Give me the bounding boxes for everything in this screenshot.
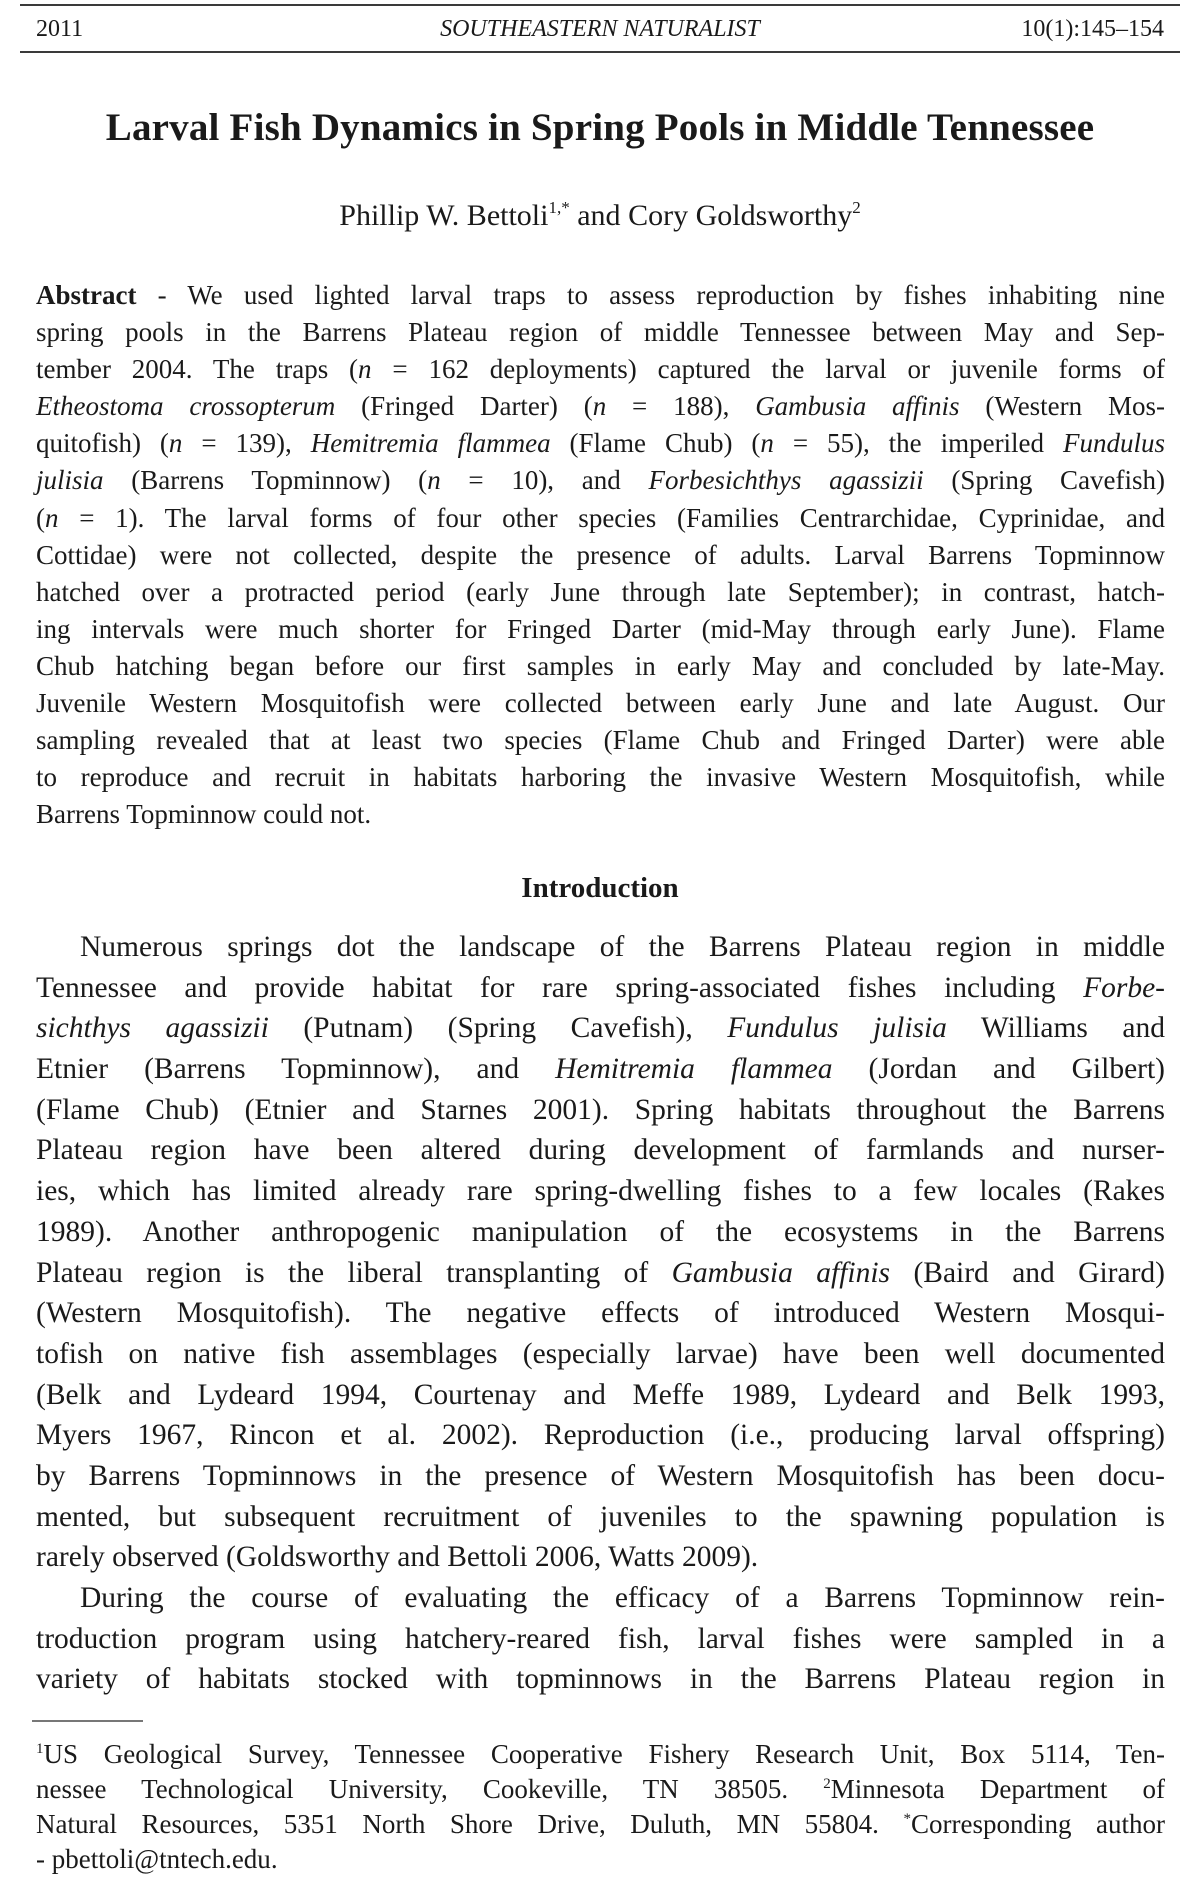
italic-term: n xyxy=(358,354,372,385)
paper-title: Larval Fish Dynamics in Spring Pools in Middle Tennessee xyxy=(105,106,1095,149)
header-rule-bottom xyxy=(20,51,1180,53)
paragraph-line xyxy=(36,1049,1165,1090)
paragraph-line xyxy=(36,1253,1165,1294)
footnote-line xyxy=(36,1807,1165,1842)
text-run: tofish on native fish assemblages (especially larvae) have been well documented xyxy=(36,1337,1165,1370)
paragraph-line xyxy=(36,1293,1165,1334)
text-run: (Flame Chub) ( xyxy=(550,428,761,459)
text-run: Minnesota Department of xyxy=(830,1774,1165,1804)
paragraph-line xyxy=(36,1619,1165,1660)
text-run: (Belk and Lydeard 1994, Courtenay and Meffe 1989, Lydeard and Belk 1993, xyxy=(36,1378,1165,1411)
text-run: = 1). The larval forms of four other species (Families Centrarchidae, Cyprinidae, and xyxy=(58,502,1165,533)
running-head xyxy=(36,12,1164,46)
abstract-line xyxy=(36,314,1165,351)
abstract-line xyxy=(36,277,1165,314)
footnote-line xyxy=(36,1737,1165,1772)
text-run: sampling revealed that at least two species (Flame Chub and Fringed Darter) were able xyxy=(36,725,1165,756)
volume-pages: 10(1):145–154 xyxy=(1021,16,1164,42)
text-run: tember 2004. The traps ( xyxy=(36,354,359,385)
italic-term: Forbesichthys agassizii xyxy=(648,465,924,496)
text-run: Plateau region is the liberal transplanting of xyxy=(36,1256,672,1289)
text-run: Williams and xyxy=(946,1012,1165,1045)
text-run: . xyxy=(270,1844,278,1874)
text-run: spring pools in the Barrens Plateau region of middle Tennessee between May and Sep- xyxy=(36,317,1165,348)
section-heading-introduction: Introduction xyxy=(521,872,679,904)
text-run: Myers 1967, Rincon et al. 2002). Reproduction (i.e., producing larval offspring) xyxy=(36,1419,1165,1452)
footnote-marker: 1 xyxy=(36,1741,44,1757)
affiliation-marker: 2 xyxy=(852,198,861,217)
paragraph-line xyxy=(36,1171,1165,1212)
footnote-line xyxy=(36,1772,1165,1807)
text-run: (Barrens Topminnow) ( xyxy=(103,465,428,496)
paragraph-line xyxy=(36,1008,1165,1049)
paragraph-line xyxy=(36,1334,1165,1375)
italic-term: Fundulus julisia xyxy=(727,1012,947,1045)
affiliation-marker: 1,* xyxy=(548,198,570,217)
text-run: = 188), xyxy=(606,391,756,422)
footnote-marker: * xyxy=(903,1811,911,1827)
header-rule-top xyxy=(20,4,1180,6)
italic-term: Forbe- xyxy=(1083,971,1165,1004)
text-run: US Geological Survey, Tennessee Cooperative Fishery Research Unit, Box 5114, Ten- xyxy=(43,1739,1165,1769)
text-run: (Western Mosquitofish). The negative effects of introduced Western Mosqui- xyxy=(36,1297,1165,1330)
text-run: by Barrens Topminnows in the presence of Western Mosquitofish has been docu- xyxy=(36,1459,1165,1492)
text-run: - We used lighted larval traps to assess reproduction by fishes inhabiting nine xyxy=(136,280,1165,310)
text-run: (Spring Cavefish) xyxy=(923,465,1166,496)
text-run: Chub hatching began before our first samples in early May and concluded by late-May. xyxy=(36,650,1165,681)
italic-term: Gambusia affinis xyxy=(755,391,960,422)
text-run: Etnier (Barrens Topminnow), and xyxy=(36,1053,556,1086)
footnotes xyxy=(36,1737,1165,1877)
footnote-marker: 2 xyxy=(823,1776,831,1792)
text-run: (Fringed Darter) ( xyxy=(335,391,593,422)
author-name: Phillip W. Bettoli xyxy=(339,199,549,232)
italic-term: n xyxy=(427,465,441,496)
text-run: Numerous springs dot the landscape of the Barrens Plateau region in middle xyxy=(80,931,1165,963)
text-run: Corresponding author xyxy=(910,1809,1165,1839)
abstract-line xyxy=(36,388,1165,425)
text-run: variety of habitats stocked with topminnows in the Barrens Plateau region in xyxy=(36,1663,1165,1696)
text-run: (Baird and Girard) xyxy=(890,1256,1165,1289)
abstract-line xyxy=(36,648,1165,685)
italic-term: Hemitremia flammea xyxy=(310,428,551,459)
paragraph-line xyxy=(36,1415,1165,1456)
text-run: (Flame Chub) (Etnier and Starnes 2001). Spring habitats throughout the Barrens xyxy=(36,1093,1165,1126)
italic-term: Hemitremia flammea xyxy=(555,1053,833,1086)
text-run: nessee Technological University, Cookeville, TN 38505. xyxy=(36,1774,824,1804)
publication-year: 2011 xyxy=(36,16,84,42)
italic-term: Gambusia affinis xyxy=(671,1256,891,1289)
abstract-line xyxy=(36,796,1165,833)
paragraph-line xyxy=(36,1212,1165,1253)
text-run: = 162 deployments) captured the larval or juvenile forms of xyxy=(371,354,1165,385)
abstract xyxy=(36,277,1165,833)
text-run: - xyxy=(36,1844,52,1874)
text-run: quitofish) ( xyxy=(36,428,169,459)
text-run: rarely observed (Goldsworthy and Bettoli 2006, Watts 2009). xyxy=(36,1541,759,1574)
abstract-line xyxy=(36,351,1165,388)
text-run: (Putnam) (Spring Cavefish), xyxy=(268,1012,728,1045)
abstract-label: Abstract xyxy=(36,280,137,310)
abstract-line xyxy=(36,722,1165,759)
journal-name: SOUTHEASTERN NATURALIST xyxy=(440,16,760,42)
text-run: hatched over a protracted period (early June through late September); in contrast, hatch- xyxy=(36,576,1165,607)
text-run: to reproduce and recruit in habitats harboring the invasive Western Mosquitofish, while xyxy=(36,762,1165,793)
italic-term: Fundulus xyxy=(1062,428,1165,459)
paragraph-line xyxy=(36,968,1165,1009)
text-run: Plateau region have been altered during development of farmlands and nurser- xyxy=(36,1134,1165,1167)
abstract-line xyxy=(36,574,1165,611)
paragraph-line xyxy=(36,1130,1165,1171)
abstract-line xyxy=(36,685,1165,722)
footnote-rule xyxy=(32,1720,143,1722)
text-run: Tennessee and provide habitat for rare spring-associated fishes including xyxy=(36,971,1084,1004)
text-run: Natural Resources, 5351 North Shore Drive, Duluth, MN 55804. xyxy=(36,1809,904,1839)
abstract-line xyxy=(36,500,1165,537)
introduction-body xyxy=(36,927,1165,1700)
text-run: 1989). Another anthropogenic manipulation of the ecosystems in the Barrens xyxy=(36,1215,1165,1248)
italic-term: n xyxy=(168,428,183,459)
paragraph-line xyxy=(36,1537,1165,1578)
abstract-line xyxy=(36,462,1165,499)
text-run: mented, but subsequent recruitment of juveniles to the spawning population is xyxy=(36,1500,1165,1533)
author-line xyxy=(0,196,1200,240)
paragraph-line xyxy=(36,1497,1165,1538)
paragraph-line xyxy=(36,1375,1165,1416)
text-run: = 10), and xyxy=(440,465,649,496)
paragraph-line xyxy=(36,927,1165,968)
text-run: During the course of evaluating the efficacy of a Barrens Topminnow rein- xyxy=(80,1582,1165,1614)
paragraph-line xyxy=(36,1659,1165,1700)
text-run: Barrens Topminnow could not. xyxy=(36,799,372,830)
text-run: (Western Mos- xyxy=(959,391,1165,422)
text-run: (Jordan and Gilbert) xyxy=(832,1053,1166,1086)
text-run: = 55), the imperiled xyxy=(773,428,1063,459)
text-run: Cottidae) were not collected, despite the presence of adults. Larval Barrens Topminnow xyxy=(36,539,1165,570)
italic-term: sichthys agassizii xyxy=(36,1012,269,1045)
abstract-line xyxy=(36,759,1165,796)
paragraph-line xyxy=(36,1578,1165,1619)
abstract-line xyxy=(36,537,1165,574)
paragraph-line xyxy=(36,1090,1165,1131)
abstract-line xyxy=(36,611,1165,648)
author-email-link[interactable]: pbettoli@tntech.edu xyxy=(51,1844,271,1874)
text-run: ies, which has limited already rare spring-dwelling fishes to a few locales (Rakes xyxy=(36,1175,1165,1208)
italic-term: n xyxy=(592,391,607,422)
text-run: Juvenile Western Mosquitofish were collected between early June and late August. Our xyxy=(36,688,1165,719)
italic-term: Etheostoma crossopterum xyxy=(36,391,336,422)
text-run: ing intervals were much shorter for Fringed Darter (mid-May through early June). Flame xyxy=(36,613,1165,644)
footnote-line xyxy=(36,1842,1165,1877)
text-run: ( xyxy=(36,502,45,533)
author-name: Cory Goldsworthy xyxy=(628,199,853,232)
abstract-line xyxy=(36,425,1165,462)
text-run: = 139), xyxy=(182,428,311,459)
author-conjunction: and xyxy=(569,199,629,232)
text-run: troduction program using hatchery-reared fish, larval fishes were sampled in a xyxy=(36,1622,1165,1655)
italic-term: n xyxy=(760,428,774,459)
italic-term: n xyxy=(45,502,59,533)
paragraph-line xyxy=(36,1456,1165,1497)
italic-term: julisia xyxy=(36,465,104,496)
